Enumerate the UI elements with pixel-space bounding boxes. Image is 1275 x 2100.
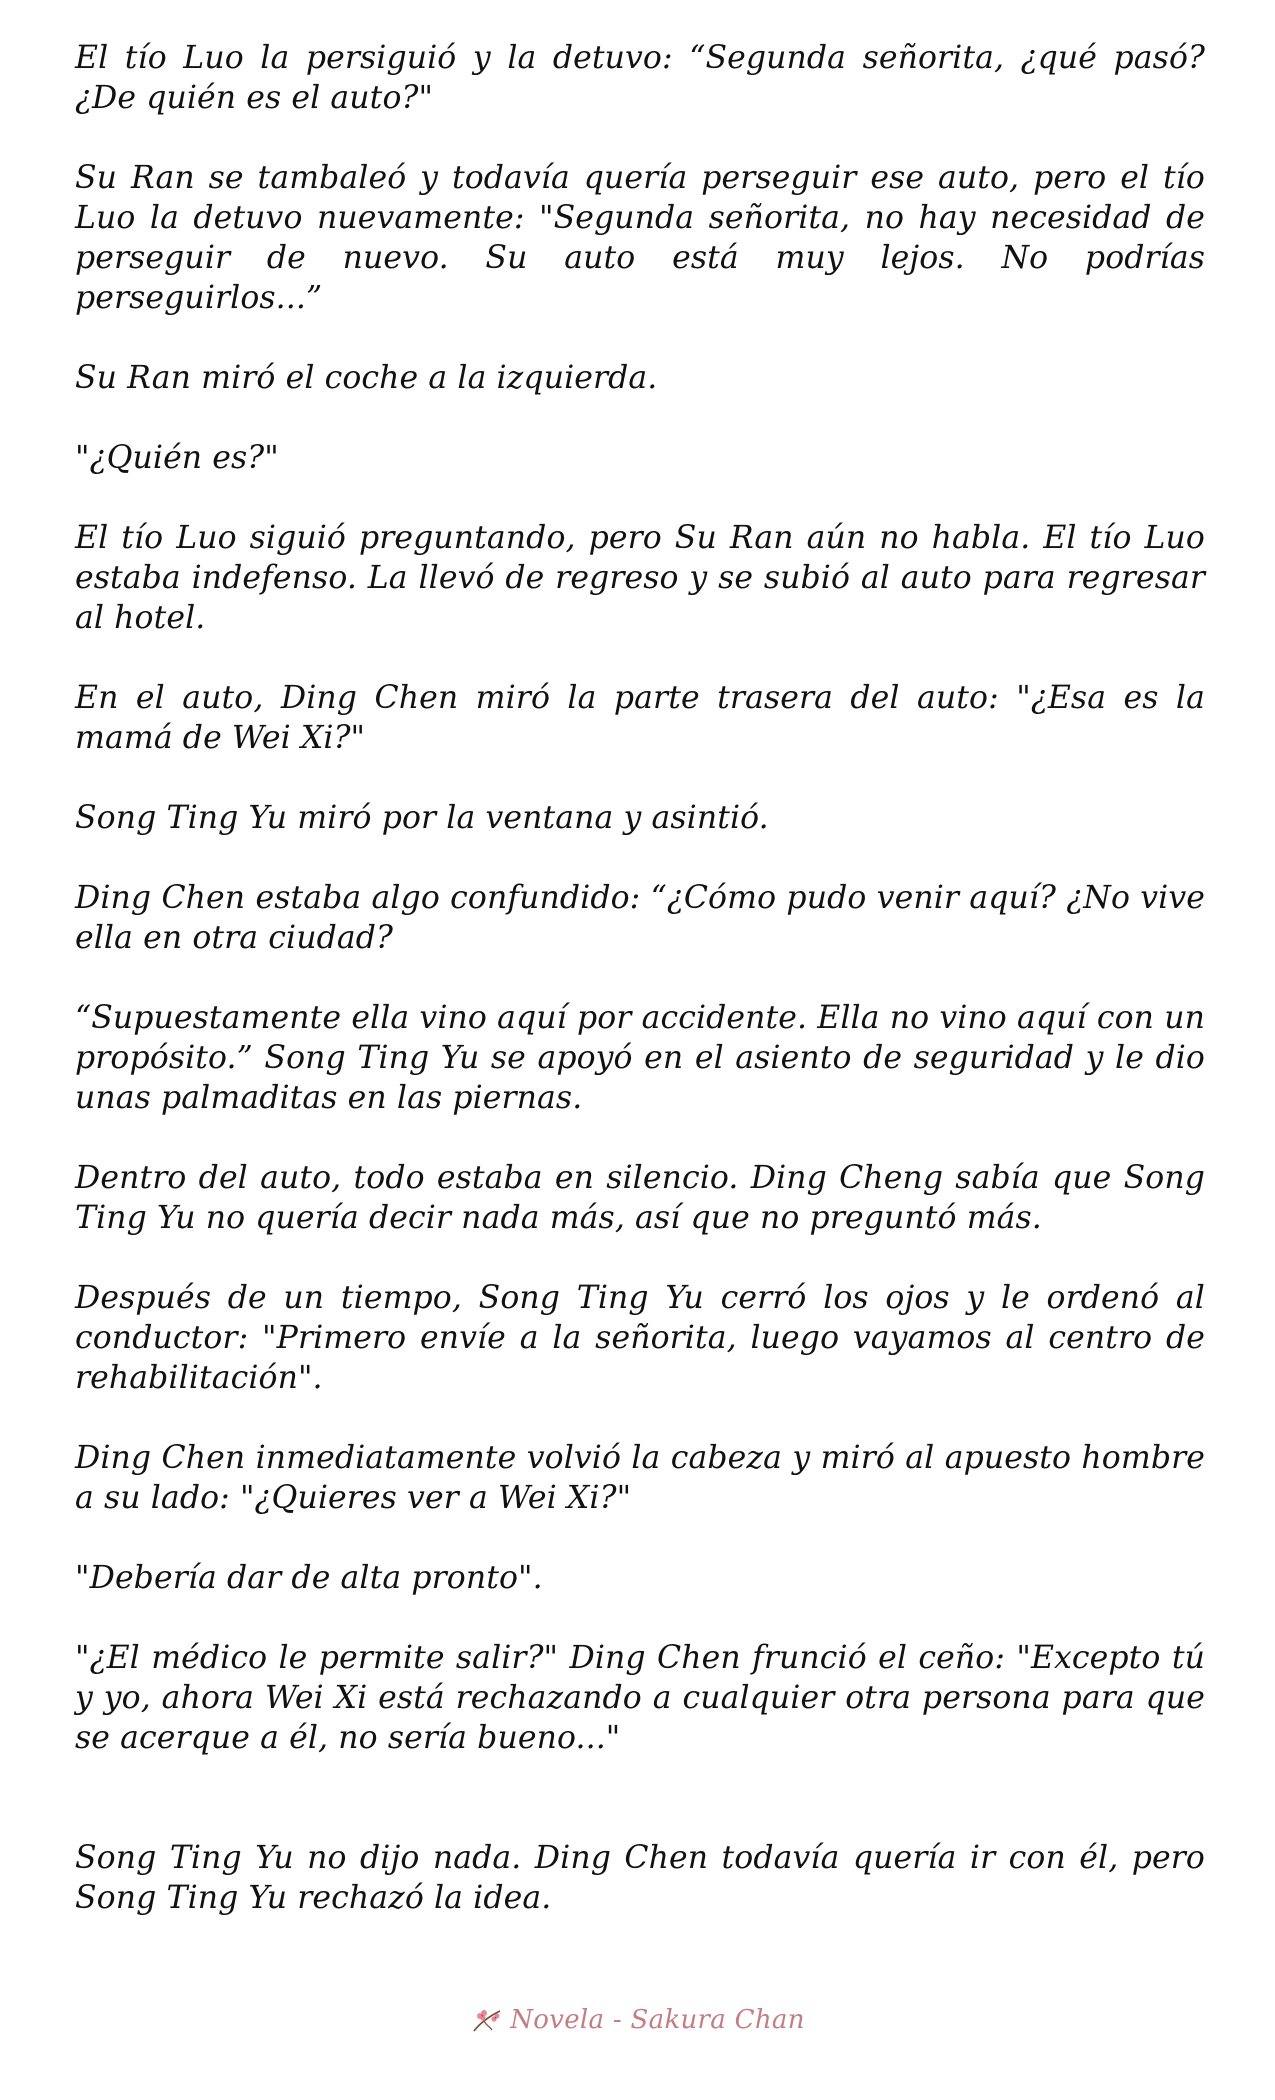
document-body [75,38,1205,1958]
paragraph-1: El tío Luo la persiguió y la detuvo: “Segunda señorita, ¿qué pasó? ¿De quién es el auto?" [75,40,1205,116]
paragraph-4: "¿Quién es?" [75,440,279,476]
cherry-blossom-icon [470,2003,504,2037]
paragraph-9: “Supuestamente ella vino aquí por accidente. Ella no vino aquí con un propósito.” Song Ting Yu se apoyó en el asiento de seguridad y le dio unas palmaditas en las piernas. [75,1000,1205,1116]
footer-watermark [0,1998,1275,2042]
paragraph-5: El tío Luo siguió preguntando, pero Su Ran aún no habla. El tío Luo estaba indefenso. La llevó de regreso y se subió al auto para regresar al hotel. [75,520,1205,636]
paragraph-10: Dentro del auto, todo estaba en silencio. Ding Cheng sabía que Song Ting Yu no quería decir nada más, así que no preguntó más. [75,1160,1205,1236]
paragraph-14: "¿El médico le permite salir?" Ding Chen frunció el ceño: "Excepto tú y yo, ahora Wei Xi está rechazando a cualquier otra persona para que se acerque a él, no sería bueno..." [75,1640,1205,1756]
paragraph-13: "Debería dar de alta pronto". [75,1560,543,1596]
paragraph-6: En el auto, Ding Chen miró la parte trasera del auto: "¿Esa es la mamá de Wei Xi?" [75,680,1205,756]
footer-watermark-content [470,2003,805,2037]
paragraph-7: Song Ting Yu miró por la ventana y asintió. [75,800,769,836]
paragraph-8: Ding Chen estaba algo confundido: “¿Cómo pudo venir aquí? ¿No vive ella en otra ciudad? [75,880,1205,956]
paragraph-2: Su Ran se tambaleó y todavía quería perseguir ese auto, pero el tío Luo la detuvo nuevamente: "Segunda señorita, no hay necesidad de perseguir de nuevo. Su auto está muy lejos. No podrías perseguirlos...” [75,160,1205,316]
paragraph-11: Después de un tiempo, Song Ting Yu cerró los ojos y le ordenó al conductor: "Primero envíe a la señorita, luego vayamos al centro de rehabilitación". [75,1280,1205,1396]
watermark-text: Novela - Sakura Chan [510,2005,805,2035]
paragraph-12: Ding Chen inmediatamente volvió la cabeza y miró al apuesto hombre a su lado: "¿Quieres ver a Wei Xi?" [75,1440,1205,1516]
paragraph-3: Su Ran miró el coche a la izquierda. [75,360,658,396]
paragraph-15: Song Ting Yu no dijo nada. Ding Chen todavía quería ir con él, pero Song Ting Yu rechazó la idea. [75,1840,1205,1916]
